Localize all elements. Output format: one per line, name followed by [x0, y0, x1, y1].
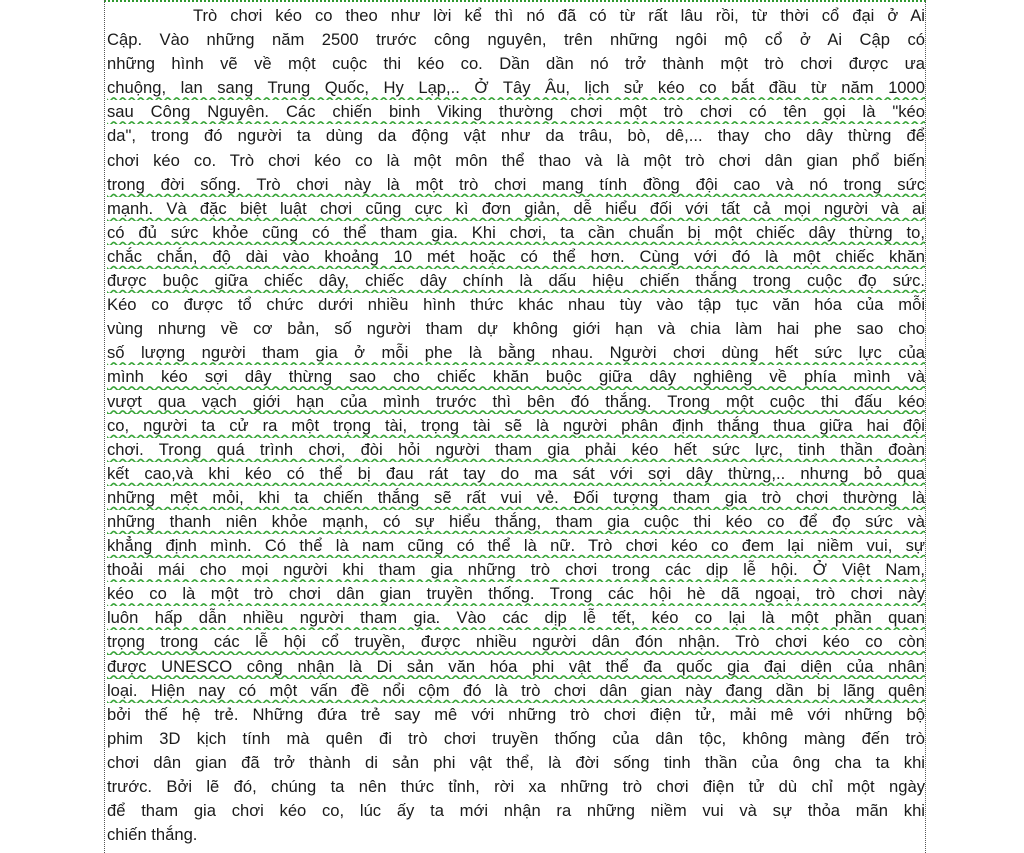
text-line: vùng nhưng về cơ bản, số người tham dự không giới hạn và chia làm hai phe sao cho	[107, 319, 925, 339]
text-line: được UNESCO công nhận là Di sản văn hóa phi vật thể đa quốc gia đại diện của nhân	[107, 656, 925, 676]
text-line: trọng trong các lễ hội cổ truyền, được nhiều người dân đón nhận. Trò chơi kéo co còn	[107, 632, 925, 652]
document-page[interactable]	[104, 0, 926, 853]
text-line: thoải mái cho mọi người khi tham gia những trò chơi trong các dịp lễ hội. Ở Việt Nam,	[107, 560, 925, 580]
text-line: chuộng, lan sang Trung Quốc, Hy Lạp,.. Ở Tây Âu, lịch sử kéo co bắt đầu từ năm 1000	[107, 78, 925, 98]
text-line: kết cao,và khi kéo có thể bị đau rát tay do ma sát với sợi dây thừng,.. nhưng bỏ qua	[107, 463, 925, 483]
text-line: loại. Hiện nay có một vấn đề nổi cộm đó là trò chơi dân gian này đang dần bị lãng quên	[107, 680, 925, 700]
text-line: chơi. Trong quá trình chơi, đòi hỏi người tham gia phải kéo hết sức lực, tinh thần đoàn	[107, 439, 925, 459]
text-line: sau Công Nguyên. Các chiến binh Viking thường chơi một trò chơi có tên gọi là "kéo	[107, 102, 925, 122]
text-line: luôn hấp dẫn nhiều người tham gia. Vào các dịp lễ tết, kéo co lại là một phần quan	[107, 608, 925, 628]
text-line: co, người ta cử ra một trọng tài, trọng tài sẽ là người phân định thắng thua giữa hai đội	[107, 415, 925, 435]
text-line: chơi dân gian đã trở thành di sản phi vật thể, là đời sống tinh thần của ông cha ta khi	[107, 752, 925, 772]
text-line: có đủ sức khỏe cũng có thể tham gia. Khi chơi, ta cần chuẩn bị một chiếc dây thừng to,	[107, 222, 925, 242]
text-line: số lượng người tham gia ở mỗi phe là bằng nhau. Người chơi dùng hết sức lực của	[107, 343, 925, 363]
text-line: chơi kéo co. Trò chơi kéo co là một môn thể thao và là một trò chơi dân gian phổ biến	[107, 150, 925, 170]
text-line: trong đời sống. Trò chơi này là một trò chơi mang tính đồng đội cao và nó trong sức	[107, 174, 925, 194]
text-line: Kéo co được tổ chức dưới nhiều hình thức khác nhau tùy vào tập tục văn hóa của mỗi	[107, 295, 925, 315]
text-line: những hình vẽ về một cuộc thi kéo co. Dần dần nó trở thành một trò chơi được ưa	[107, 54, 925, 74]
text-line: chiến thắng.	[107, 825, 198, 845]
text-line: mình kéo sợi dây thừng sao cho chiếc khăn buộc giữa dây nghiêng về phía mình và	[107, 367, 925, 387]
text-line: trước. Bởi lẽ đó, chúng ta nên thức tỉnh, rời xa những trò chơi điện tử dù chỉ một ngày	[107, 777, 925, 796]
text-line: kéo co là một trò chơi dân gian truyền thống. Trong các hội hè dã ngoại, trò chơi này	[107, 584, 925, 604]
text-line: những thanh niên khỏe mạnh, có sự hiểu thắng, tham gia cuộc thi kéo co để đọ sức và	[107, 511, 925, 531]
text-line: Cập. Vào những năm 2500 trước công nguyên, trên những ngôi mộ cổ ở Ai Cập có	[107, 30, 925, 50]
text-line: chắc chắn, độ dài vào khoảng 10 mét hoặc có thể hơn. Cùng với đó là một chiếc khăn	[107, 246, 925, 266]
text-line: da", trong đó người ta dùng da động vật như da trâu, bò, dê,... thay cho dây thừng để	[107, 126, 925, 146]
document-body[interactable]	[107, 4, 925, 847]
text-line: để tham gia chơi kéo co, lúc ấy ta mới nhận ra những niềm vui và sự thỏa mãn khi	[107, 801, 925, 821]
text-line: vượt qua vạch giới hạn của mình trước thì bên đó thắng. Trong một cuộc thi đấu kéo	[107, 391, 925, 411]
text-line: mạnh. Và đặc biệt luật chơi cũng cực kì đơn giản, dễ hiểu đối với tất cả mọi người và ai	[107, 198, 925, 218]
text-line: phim 3D kịch tính mà quên đi trò chơi truyền thống của dân tộc, không màng đến trò	[107, 728, 925, 748]
text-line: khẳng định mình. Có thể là nam cũng có thể là nữ. Trò chơi kéo co đem lại niềm vui, sự	[107, 536, 925, 556]
text-line: bởi thế hệ trẻ. Những đứa trẻ say mê với những trò chơi điện tử, mải mê với những bộ	[107, 704, 925, 724]
text-line: được buộc giữa chiếc dây, chiếc dây chính là dấu hiệu chiến thắng trong cuộc đọ sức.	[107, 271, 925, 291]
text-line: những mệt mỏi, khi ta chiến thắng sẽ rất vui vẻ. Đối tượng tham gia trò chơi thường là	[107, 487, 925, 507]
text-line: Trò chơi kéo co theo như lời kể thì nó đã có từ rất lâu rồi, từ thời cổ đại ở Ai	[193, 6, 925, 25]
